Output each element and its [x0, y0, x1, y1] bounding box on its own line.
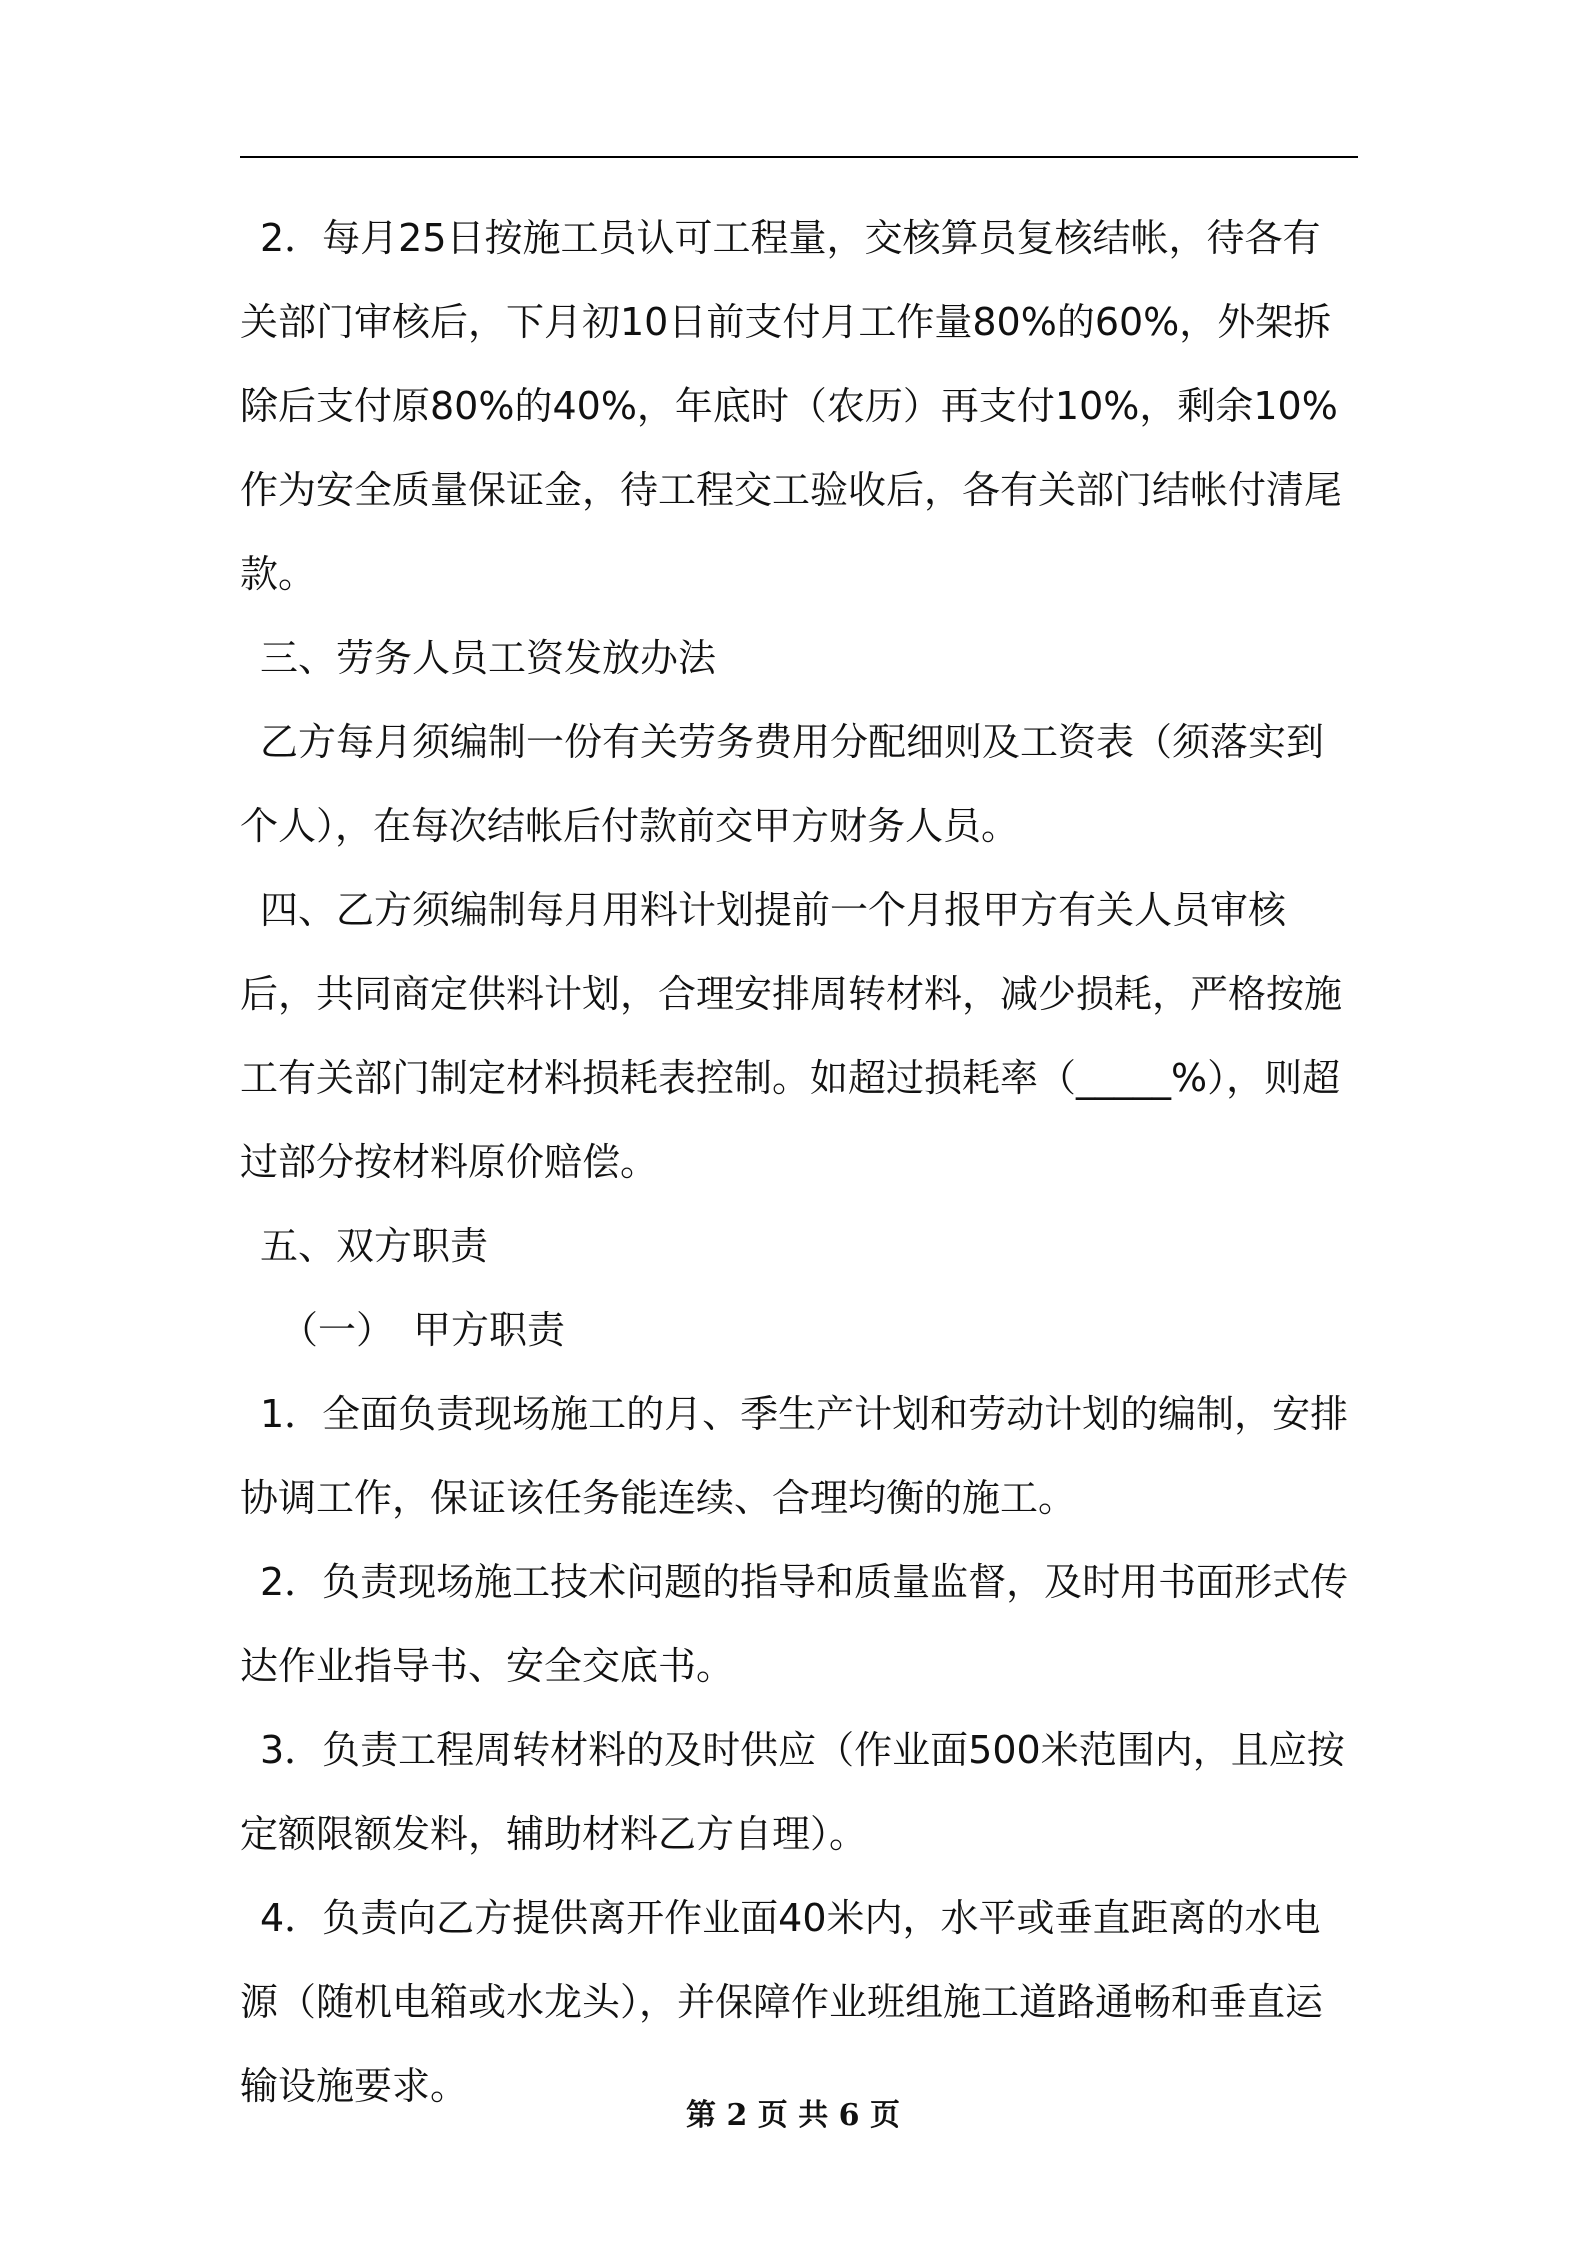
paragraph-duty-4: 4．负责向乙方提供离开作业面40米内，水平或垂直距离的水电源（随机电箱或水龙头），并保障作业班组施工道路通畅和垂直运输设施要求。: [240, 1896, 1324, 2108]
paragraph-wage-table: 乙方每月须编制一份有关劳务费用分配细则及工资表（须落实到个人），在每次结帐后付款前交甲方财务人员。: [240, 720, 1325, 848]
paragraph-duty-3: 3．负责工程周转材料的及时供应（作业面500米范围内，且应按定额限额发料，辅助材料乙方自理）。: [240, 1728, 1345, 1856]
paragraph-payment-schedule: 2．每月25日按施工员认可工程量，交核算员复核结帐，待各有关部门审核后，下月初10日前支付月工作量80%的60%，外架拆除后支付原80%的40%，年底时（农历）再支付10%，剩余10%作为安全质量保证金，待工程交工验收后，各有关部门结帐付清尾款。: [240, 216, 1343, 596]
document-body: [240, 196, 1358, 2128]
subsection-heading-party-a: （一） 甲方职责: [280, 1308, 566, 1352]
page-number-footer: 第 2 页 共 6 页: [686, 2098, 900, 2133]
header-rule: [240, 156, 1358, 158]
section-heading-responsibilities: 五、双方职责: [260, 1224, 489, 1268]
paragraph-duty-1: 1．全面负责现场施工的月、季生产计划和劳动计划的编制，安排协调工作，保证该任务能连续、合理均衡的施工。: [240, 1392, 1349, 1520]
paragraph-duty-2: 2．负责现场施工技术问题的指导和质量监督，及时用书面形式传达作业指导书、安全交底书。: [240, 1560, 1349, 1688]
section-heading-wages: 三、劳务人员工资发放办法: [260, 636, 717, 680]
paragraph-material-plan: 四、乙方须编制每月用料计划提前一个月报甲方有关人员审核后，共同商定供料计划，合理安排周转材料，减少损耗，严格按施工有关部门制定材料损耗表控制。如超过损耗率（_____%），则超过部分按材料原价赔偿。: [240, 888, 1343, 1184]
